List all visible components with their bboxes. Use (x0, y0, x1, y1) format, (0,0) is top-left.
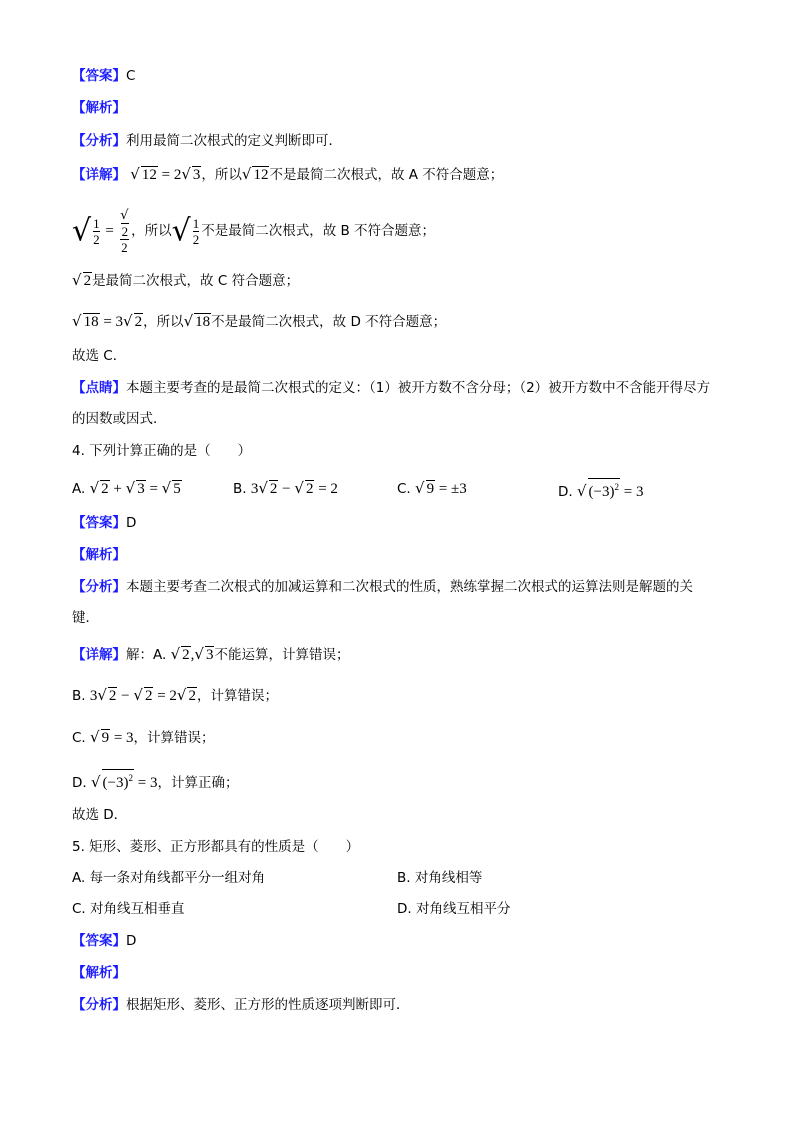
dianjing-tag: 【点睛】 (72, 380, 126, 396)
detail-text: ，所以 (131, 222, 172, 239)
detail-text: 不能运算，计算错误； (214, 647, 350, 663)
q5-option-a: A. 每一条对角线都平分一组对角 (72, 870, 266, 886)
formula-opt-a: √ 2 + √ 3 = √ 5 (89, 479, 181, 497)
q3-detail-a (72, 164, 503, 185)
formula-xj-d: √ $(-3)^2 = 3$ (91, 775, 157, 791)
detail-text: 不是最简二次根式，故 B 不符合题意； (201, 222, 436, 239)
q4-answer-line (72, 513, 136, 533)
fenxi-tag: 【分析】 (72, 579, 126, 595)
detail-text: D. (72, 775, 87, 791)
formula-xj-a: √ 2,√ 3 (170, 645, 214, 663)
q3-dianjing-1 (72, 378, 710, 398)
q4-option-d (558, 478, 643, 502)
q4-option-c (397, 478, 467, 499)
fenxi-text: 根据矩形、菱形、正方形的性质逐项判断即可． (126, 997, 410, 1013)
detail-text: ，计算正确； (157, 775, 239, 791)
option-label: B. (233, 481, 247, 497)
q3-answer-line (72, 66, 135, 86)
formula-sqrt18b: √ 18 (183, 312, 211, 330)
q4-analysis-line (72, 545, 126, 565)
q3-dianjing-2: 的因数或因式． (72, 411, 167, 427)
detail-text: ，所以 (143, 314, 184, 330)
q4-fenxi-1 (72, 577, 693, 597)
analysis-tag: 【解析】 (72, 547, 126, 563)
q5-option-b: B. 对角线相等 (397, 870, 483, 886)
formula-xj-b: 3√ 2 − √ 2 = 2√ 2 (89, 686, 196, 704)
detail-text: ，计算错误； (196, 688, 278, 704)
xiangjie-tag: 【详解】 (72, 167, 126, 183)
formula-sqrt12b: √ 12 (241, 165, 269, 183)
q3-conclusion: 故选 C． (72, 348, 127, 364)
fenxi-text: 利用最简二次根式的定义判断即可． (126, 133, 342, 149)
fenxi-tag: 【分析】 (72, 997, 126, 1013)
q4-conclusion: 故选 D． (72, 807, 128, 823)
q3-detail-b (72, 208, 435, 255)
answer-value: C (126, 68, 136, 84)
option-label: C. (397, 481, 411, 497)
formula-sqrt12: √ 12 = 2√ 3 (130, 165, 201, 183)
q3-detail-d (72, 311, 446, 332)
detail-text: ，计算错误； (133, 730, 215, 746)
option-label: D. (558, 484, 573, 500)
analysis-tag: 【解析】 (72, 100, 126, 116)
fenxi-text: 本题主要考查二次根式的加减运算和二次根式的性质，熟练掌握二次根式的运算法则是解题的关 (126, 579, 693, 595)
formula-opt-d: √ $(-3)^2 = 3$ (577, 484, 643, 500)
dianjing-text: 本题主要考查的是最简二次根式的定义：（1）被开方数不含分母；（2）被开方数中不含能开得尽方 (126, 380, 711, 396)
answer-value: D (126, 515, 137, 531)
q4-detail-a (72, 644, 349, 665)
detail-text: 不是最简二次根式，故 D 不符合题意； (211, 314, 447, 330)
q4-option-b (233, 478, 338, 499)
formula-sqrt-half: √ $\frac{1}{2}$ = √ 2 2 (72, 208, 129, 255)
analysis-tag: 【解析】 (72, 965, 126, 981)
q3-analysis-line (72, 98, 126, 118)
q4-stem: 4. 下列计算正确的是（ ） (72, 443, 252, 459)
formula-sqrt2: √ 2 (72, 271, 92, 289)
q5-answer-line (72, 931, 136, 951)
q4-option-a (72, 478, 182, 499)
q5-fenxi-line (72, 995, 410, 1015)
detail-text: ，所以 (201, 167, 242, 183)
formula-sqrt-half-b: √ $\frac{1}{2}$ (171, 213, 200, 249)
q4-detail-c (72, 727, 215, 748)
q4-detail-b (72, 685, 278, 706)
q5-option-d: D. 对角线互相平分 (397, 901, 511, 917)
xiangjie-tag: 【详解】 (72, 647, 126, 663)
q3-detail-c (72, 270, 299, 291)
detail-text: 不是最简二次根式，故 A 不符合题意； (269, 167, 504, 183)
answer-tag: 【答案】 (72, 515, 126, 531)
q5-option-c: C. 对角线互相垂直 (72, 901, 185, 917)
q4-fenxi-2: 键． (72, 610, 99, 626)
answer-tag: 【答案】 (72, 933, 126, 949)
detail-text: B. (72, 688, 86, 704)
detail-text: 解：A. (126, 647, 167, 663)
answer-value: D (126, 933, 137, 949)
fenxi-tag: 【分析】 (72, 133, 126, 149)
q5-analysis-line (72, 963, 126, 983)
q3-fenxi-line (72, 131, 342, 151)
formula-opt-c: √ 9 = ±3 (415, 479, 467, 497)
option-label: A. (72, 481, 86, 497)
detail-text: 是最简二次根式，故 C 符合题意； (92, 273, 300, 289)
q4-detail-d (72, 769, 238, 793)
formula-sqrt18: √ 18 = 3√ 2 (72, 312, 143, 330)
formula-xj-c: √ 9 = 3 (90, 728, 134, 746)
formula-opt-b: 3√ 2 − √ 2 = 2 (250, 479, 338, 497)
answer-tag: 【答案】 (72, 68, 126, 84)
q5-stem: 5. 矩形、菱形、正方形都具有的性质是（ ） (72, 839, 360, 855)
detail-text: C. (72, 730, 86, 746)
